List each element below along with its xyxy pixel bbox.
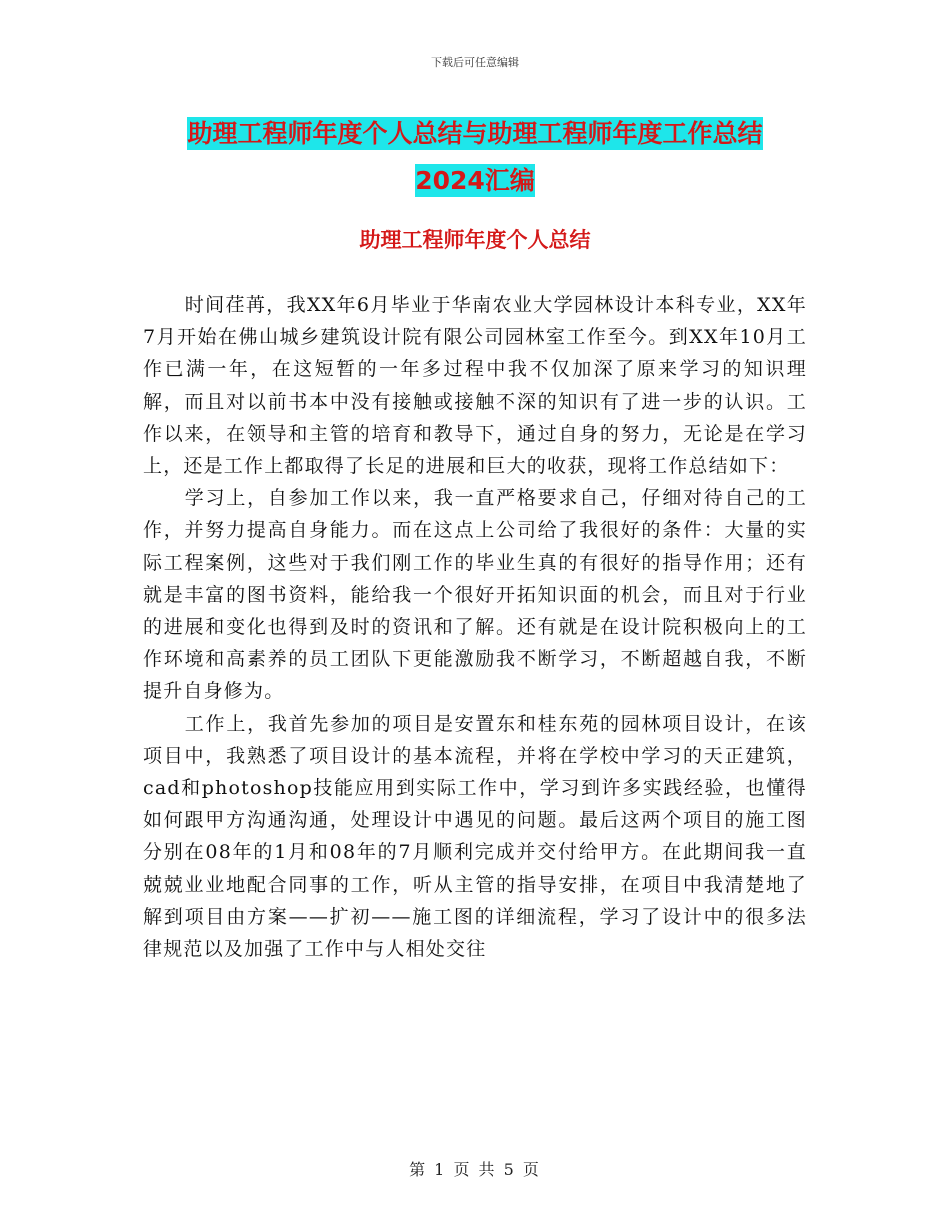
body-paragraph: 学习上，自参加工作以来，我一直严格要求自己，仔细对待自己的工作，并努力提高自身能力。而在这点上公司给了我很好的条件：大量的实际工程案例，这些对于我们刚工作的毕业生真的有很好的指导作用；还有就是丰富的图书资料，能给我一个很好开拓知识面的机会，而且对于行业的进展和变化也得到及时的资讯和了解。还有就是在设计院积极向上的工作环境和高素养的员工团队下更能激励我不断学习，不断超越自我，不断提升自身修为。: [143, 487, 807, 703]
page-header-note: 下载后可任意编辑: [431, 56, 519, 69]
title-line-1: 助理工程师年度个人总结与助理工程师年度工作总结: [187, 119, 763, 148]
document-body: [143, 289, 807, 965]
body-paragraph: 工作上，我首先参加的项目是安置东和桂东苑的园林项目设计，在该项目中，我熟悉了项目设计的基本流程，并将在学校中学习的天正建筑，cad和photoshop技能应用到实际工作中，学习到许多实践经验，也懂得如何跟甲方沟通沟通，处理设计中遇见的问题。最后这两个项目的施工图分别在08年的1月和08年的7月顺利完成并交付给甲方。在此期间我一直兢兢业业地配合同事的工作，听从主管的指导安排，在项目中我清楚地了解到项目由方案——扩初——施工图的详细流程，学习了设计中的很多法律规范以及加强了工作中与人相处交往: [143, 712, 807, 961]
section-title: 助理工程师年度个人总结: [359, 228, 591, 252]
document-title: [140, 110, 810, 204]
page-number: 第 1 页 共 5 页: [409, 1160, 541, 1179]
title-line-2: 2024汇编: [415, 166, 535, 195]
body-paragraph: 时间荏苒，我XX年6月毕业于华南农业大学园林设计本科专业，XX年7月开始在佛山城乡建筑设计院有限公司园林室工作至今。到XX年10月工作已满一年，在这短暂的一年多过程中我不仅加深了原来学习的知识理解，而且对以前书本中没有接触或接触不深的知识有了进一步的认识。工作以来，在领导和主管的培育和教导下，通过自身的努力，无论是在学习上，还是工作上都取得了长足的进展和巨大的收获，现将工作总结如下：: [143, 294, 807, 478]
